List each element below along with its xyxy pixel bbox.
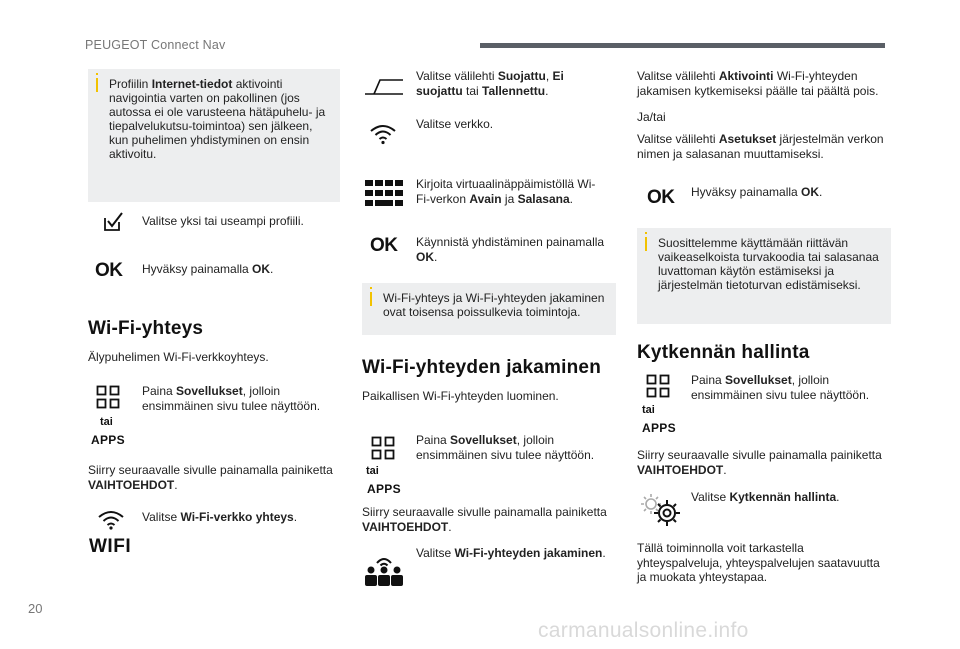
gear-settings-icon <box>640 492 682 528</box>
running-header: PEUGEOT Connect Nav <box>85 38 226 52</box>
info-box-exclusive <box>362 283 616 335</box>
page-number: 20 <box>28 601 43 616</box>
apps-grid-icon <box>96 385 120 409</box>
heading-wifi-sharing: Wi-Fi-yhteyden jakaminen <box>362 357 602 378</box>
apps-button-icon: APPS <box>642 421 676 435</box>
wifi-network-icon <box>368 122 398 146</box>
step-settings-tab: Valitse välilehti Asetukset järjestelmän verkon nimen ja salasanan muuttamiseksi. <box>637 132 884 161</box>
info-icon <box>370 292 372 306</box>
ok-icon: OK <box>647 187 675 208</box>
wifi-icon <box>96 508 126 530</box>
step-select-wifi: Valitse Wi-Fi-verkko yhteys. <box>142 510 298 524</box>
apps-button-icon: APPS <box>367 482 401 496</box>
heading-wifi-connection: Wi-Fi-yhteys <box>88 318 204 339</box>
info-text: Wi-Fi-yhteys ja Wi-Fi-yhteyden jakaminen ovat toisensa poissulkevia toimintoja. <box>383 291 605 319</box>
watermark: carmanualsonline.info <box>538 619 749 642</box>
apps-button-icon: APPS <box>91 433 125 447</box>
ok-icon: OK <box>370 235 398 256</box>
step-next-page: Siirry seuraavalle sivulle painamalla painiketta VAIHTOEHDOT. <box>637 448 882 477</box>
and-or-text: Ja/tai <box>637 110 666 124</box>
header-rule <box>480 43 885 48</box>
info-text: Profiilin Internet-tiedot aktivointi navigointia varten on pakollinen (jos autossa ei ole varusteena hätäpuhelu- ja tiepalvelukutsu-toimintoa) sen jälkeen, kun puhelimen yhdistyminen on ensin aktivoitu. <box>109 77 326 161</box>
step-press-apps: Paina Sovellukset, jolloin ensimmäinen sivu tulee näyttöön. <box>691 373 870 402</box>
hotspot-share-icon <box>364 553 404 587</box>
step-start-connection: Käynnistä yhdistäminen painamalla OK. <box>416 235 605 264</box>
step-next-page: Siirry seuraavalle sivulle painamalla painiketta VAIHTOEHDOT. <box>362 505 607 534</box>
keyboard-icon <box>365 180 403 206</box>
step-select-conn-mgmt: Valitse Kytkennän hallinta. <box>691 490 840 504</box>
or-label: tai <box>100 416 113 428</box>
step-confirm-ok: Hyväksy painamalla OK. <box>142 262 274 276</box>
step-select-network: Valitse verkko. <box>416 117 494 131</box>
step-select-sharing: Valitse Wi-Fi-yhteyden jakaminen. <box>416 546 606 560</box>
checkbox-check-icon <box>103 212 125 232</box>
or-label: tai <box>366 465 379 477</box>
step-confirm-ok: Hyväksy painamalla OK. <box>691 185 823 199</box>
step-enter-key: Kirjoita virtuaalinäppäimistöllä Wi-Fi-verkon Avain ja Salasana. <box>416 177 596 206</box>
step-press-apps: Paina Sovellukset, jolloin ensimmäinen sivu tulee näyttöön. <box>416 433 595 462</box>
wifi-label-icon: WIFI <box>89 536 132 557</box>
or-label: tai <box>642 404 655 416</box>
step-activation-tab: Valitse välilehti Aktivointi Wi-Fi-yhteyden jakamisen kytkemiseksi päälle tai päältä pois. <box>637 69 879 98</box>
apps-grid-icon <box>371 436 395 460</box>
info-box-internet-data <box>88 69 340 202</box>
step-select-tab: Valitse välilehti Suojattu, Ei suojattu tai Tallennettu. <box>416 69 564 98</box>
step-select-profile: Valitse yksi tai useampi profiili. <box>142 214 304 228</box>
step-next-page: Siirry seuraavalle sivulle painamalla painiketta VAIHTOEHDOT. <box>88 463 333 492</box>
ok-icon: OK <box>95 260 123 281</box>
info-text: Suosittelemme käyttämään riittävän vaikeaselkoista turvakoodia tai salasanaa luvattoman käytön estämiseksi ja järjestelmän tietoturvan edistämiseksi. <box>658 236 879 292</box>
info-box-security <box>637 228 891 324</box>
info-icon <box>96 78 98 92</box>
wifi-intro: Älypuhelimen Wi-Fi-verkkoyhteys. <box>88 350 269 364</box>
closing-paragraph: Tällä toiminnolla voit tarkastella yhteyspalveluja, yhteyspalvelujen saatavuutta ja muokata yhteystapaa. <box>637 541 880 584</box>
step-press-apps: Paina Sovellukset, jolloin ensimmäinen sivu tulee näyttöön. <box>142 384 321 413</box>
tab-icon <box>364 78 404 96</box>
sharing-intro: Paikallisen Wi-Fi-yhteyden luominen. <box>362 389 559 403</box>
info-icon <box>645 237 647 251</box>
apps-grid-icon <box>646 374 670 398</box>
heading-connection-management: Kytkennän hallinta <box>637 342 810 363</box>
